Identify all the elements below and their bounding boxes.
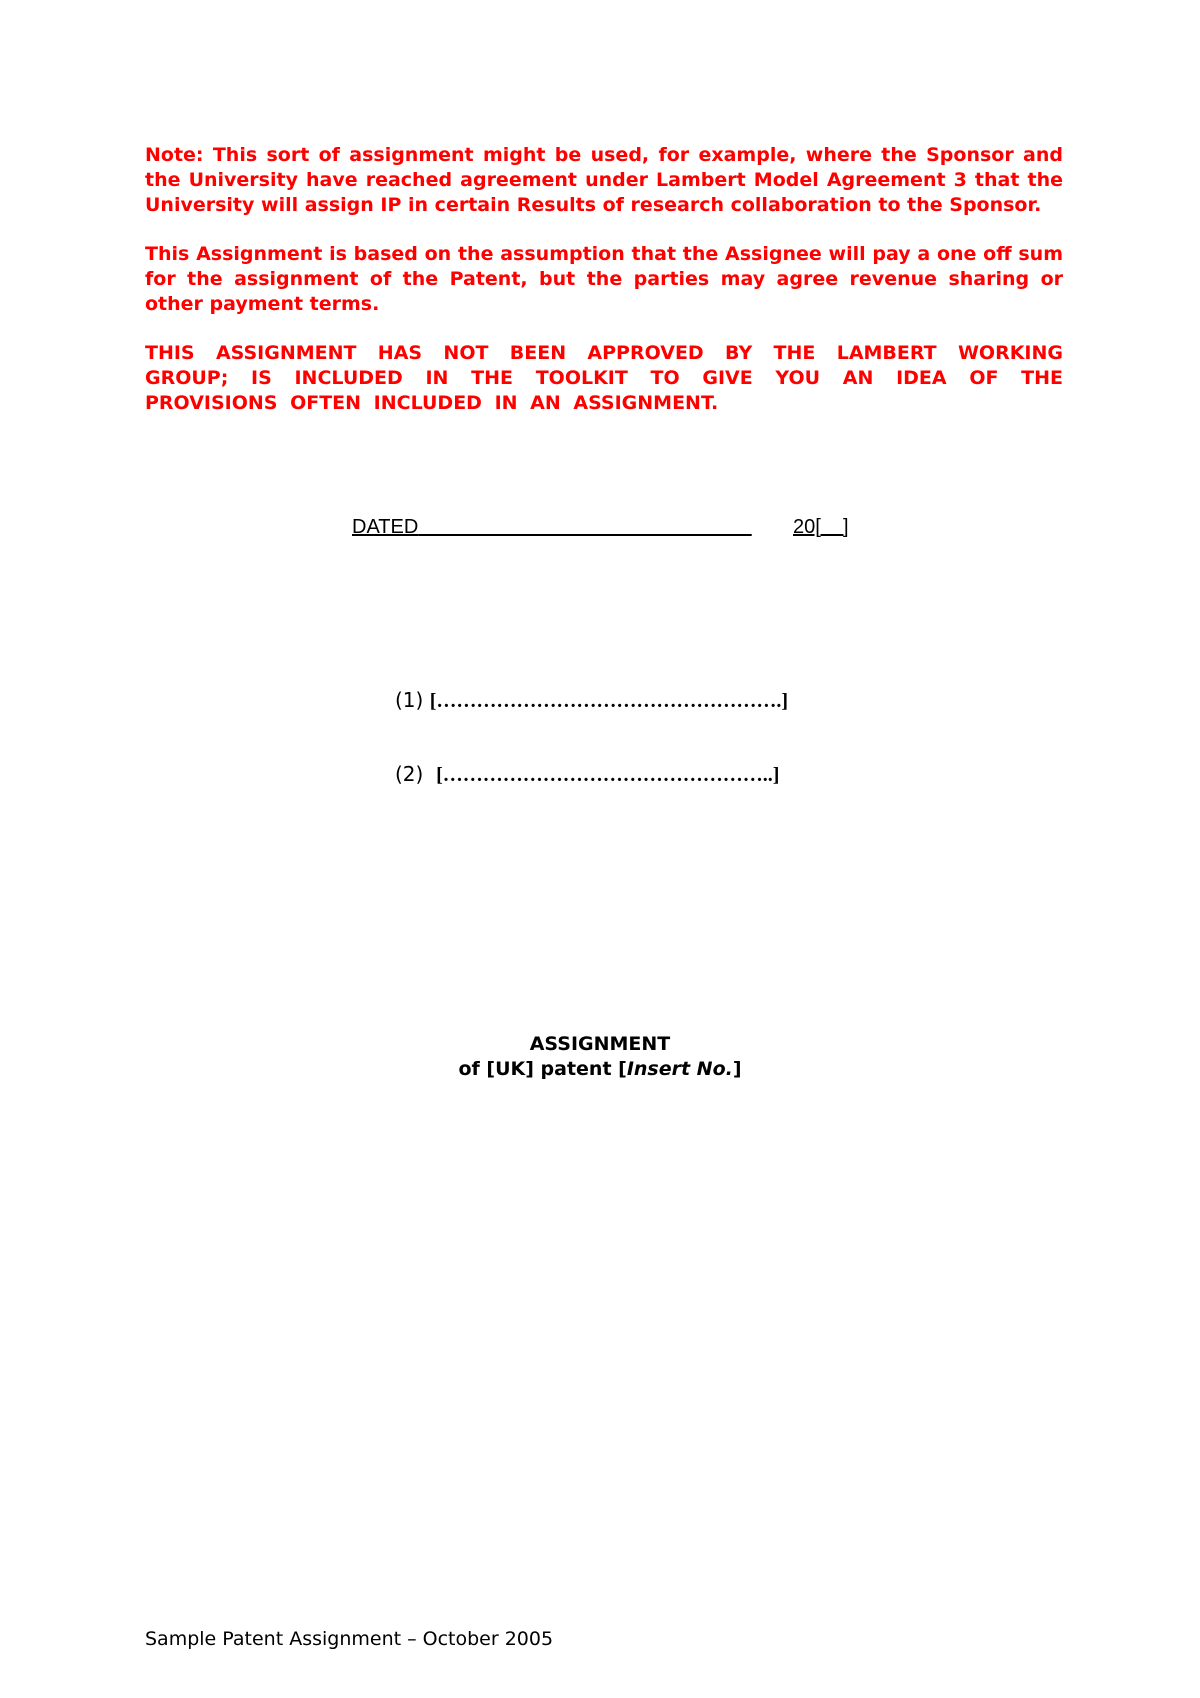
dated-line [352, 514, 862, 540]
subtitle-prefix: of [UK] patent [ [458, 1058, 627, 1080]
dated-underline-fill [418, 516, 751, 538]
party-1-number: (1) [395, 688, 424, 712]
party-2-number: (2) [395, 762, 424, 786]
party-2-blank: […………………………………………..] [436, 764, 780, 786]
note-paragraph-1: Note: This sort of assignment might be used, for example, where the Sponsor and the University have reached agreement under Lambert Model Agreement 3 that the University will assign IP in certain Results of research collaboration to the Sponsor. [145, 144, 1063, 216]
note-paragraph-3: THIS ASSIGNMENT HAS NOT BEEN APPROVED BY THE LAMBERT WORKING GROUP; IS INCLUDED IN THE TOOLKIT TO GIVE YOU AN IDEA OF THE PROVISIONS OFTEN INCLUDED IN AN ASSIGNMENT. [145, 342, 1063, 414]
title-heading: ASSIGNMENT [529, 1033, 671, 1055]
page-footer: Sample Patent Assignment – October 2005 [145, 1628, 554, 1650]
drafting-note [145, 143, 1063, 440]
subtitle-suffix: ] [732, 1058, 742, 1080]
title-subtitle [0, 1057, 1200, 1082]
dated-year: 20[ ] [793, 516, 849, 538]
note-paragraph-2: This Assignment is based on the assumption that the Assignee will pay a one off sum for the assignment of the Patent, but the parties may agree revenue sharing or other payment terms. [145, 243, 1063, 315]
party-2 [395, 761, 779, 788]
document-title [0, 1032, 1200, 1082]
subtitle-italic: Insert No. [626, 1058, 733, 1080]
party-1 [395, 687, 788, 714]
party-1-blank: […………………………………………….] [429, 690, 789, 712]
dated-label: DATED [352, 516, 419, 538]
